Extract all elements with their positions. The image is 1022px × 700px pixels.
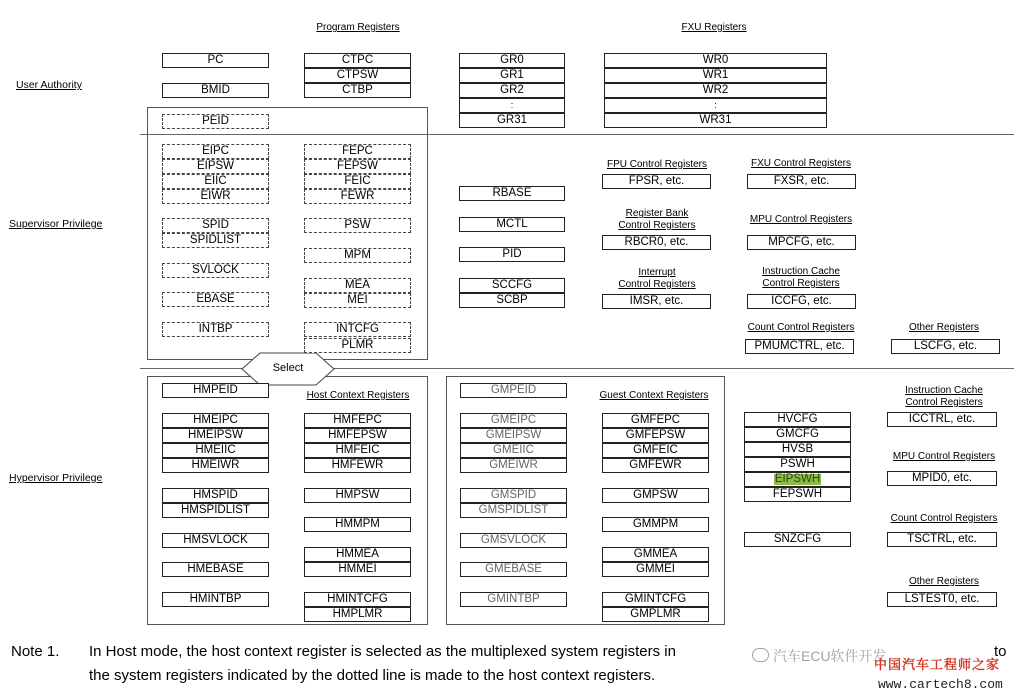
reg-mei: MEI xyxy=(304,293,411,308)
reg-gmsvlock: GMSVLOCK xyxy=(460,533,567,548)
reg-eipsw: EIPSW xyxy=(162,159,269,174)
reg-gmfepc: GMFEPC xyxy=(602,413,709,428)
reg-gmintbp: GMINTBP xyxy=(460,592,567,607)
title-host-context: Host Context Registers xyxy=(306,390,410,401)
reg-hmfepsw: HMFEPSW xyxy=(304,428,411,443)
title-icache-hv-l2: Control Registers xyxy=(905,397,983,408)
reg-hmspid: HMSPID xyxy=(162,488,269,503)
title-interrupt-l2: Control Registers xyxy=(618,279,696,290)
reg-snzcfg: SNZCFG xyxy=(744,532,851,547)
reg-gr1: GR1 xyxy=(459,68,565,83)
reg-gmeiwr: GMEIWR xyxy=(460,458,567,473)
note-line-1-tail: to xyxy=(994,643,1007,660)
title-program-registers: Program Registers xyxy=(316,22,400,33)
reg-gmcfg: GMCFG xyxy=(744,427,851,442)
reg-hmsvlock: HMSVLOCK xyxy=(162,533,269,548)
reg-eiwr: EIWR xyxy=(162,189,269,204)
reg-wr1: WR1 xyxy=(604,68,827,83)
select-label: Select xyxy=(272,362,304,374)
reg-hmmei: HMMEI xyxy=(304,562,411,577)
note-line-2: the system registers indicated by the dotted line is made to the host context registers. xyxy=(89,667,656,684)
reg-gmspid: GMSPID xyxy=(460,488,567,503)
reg-ctpsw: CTPSW xyxy=(304,68,411,83)
title-interrupt-l1: Interrupt xyxy=(638,267,676,278)
reg-hmeiwr: HMEIWR xyxy=(162,458,269,473)
divider-user-supervisor xyxy=(140,134,1014,135)
title-register-bank-l2: Control Registers xyxy=(618,220,696,231)
reg-fewr: FEWR xyxy=(304,189,411,204)
reg-gmfeic: GMFEIC xyxy=(602,443,709,458)
reg-tsctrl: TSCTRL, etc. xyxy=(887,532,997,547)
reg-gmeiic: GMEIIC xyxy=(460,443,567,458)
reg-wr2: WR2 xyxy=(604,83,827,98)
reg-ctbp: CTBP xyxy=(304,83,411,98)
region-hypervisor-privilege: Hypervisor Privilege xyxy=(9,472,103,484)
reg-fepsw: FEPSW xyxy=(304,159,411,174)
reg-mpid0: MPID0, etc. xyxy=(887,471,997,486)
reg-scbp: SCBP xyxy=(459,293,565,308)
reg-gmspidlist: GMSPIDLIST xyxy=(460,503,567,518)
title-icache-sv-l2: Control Registers xyxy=(762,278,840,289)
title-other-sv: Other Registers xyxy=(908,322,980,333)
reg-plmr: PLMR xyxy=(304,338,411,353)
watermark-url: www.cartech8.com xyxy=(878,677,1003,692)
reg-eipswh: EIPSWH xyxy=(744,472,851,487)
reg-imsr: IMSR, etc. xyxy=(602,294,711,309)
reg-svlock: SVLOCK xyxy=(162,263,269,278)
reg-hmeipsw: HMEIPSW xyxy=(162,428,269,443)
reg-hmpeid: HMPEID xyxy=(162,383,269,398)
reg-gr-ellipsis: : xyxy=(459,98,565,113)
reg-wr31: WR31 xyxy=(604,113,827,128)
title-guest-context: Guest Context Registers xyxy=(599,390,709,401)
reg-pid: PID xyxy=(459,247,565,262)
reg-gr0: GR0 xyxy=(459,53,565,68)
reg-intbp: INTBP xyxy=(162,322,269,337)
reg-psw: PSW xyxy=(304,218,411,233)
reg-lscfg: LSCFG, etc. xyxy=(891,339,1000,354)
reg-fxsr: FXSR, etc. xyxy=(747,174,856,189)
reg-gmfepsw: GMFEPSW xyxy=(602,428,709,443)
reg-hmintbp: HMINTBP xyxy=(162,592,269,607)
reg-gmmpm: GMMPM xyxy=(602,517,709,532)
watermark-cn: 中国汽车工程师之家 xyxy=(874,657,1001,672)
reg-pmumctrl: PMUMCTRL, etc. xyxy=(745,339,854,354)
reg-eipc: EIPC xyxy=(162,144,269,159)
reg-spidlist: SPIDLIST xyxy=(162,233,269,248)
reg-bmid: BMID xyxy=(162,83,269,98)
title-count-control-hv: Count Control Registers xyxy=(890,513,998,524)
reg-mctl: MCTL xyxy=(459,217,565,232)
reg-wr-ellipsis: : xyxy=(604,98,827,113)
reg-fpsr: FPSR, etc. xyxy=(602,174,711,189)
reg-gmfewr: GMFEWR xyxy=(602,458,709,473)
reg-intcfg: INTCFG xyxy=(304,322,411,337)
reg-hmpsw: HMPSW xyxy=(304,488,411,503)
reg-ebase: EBASE xyxy=(162,292,269,307)
reg-mpcfg: MPCFG, etc. xyxy=(747,235,856,250)
reg-hmebase: HMEBASE xyxy=(162,562,269,577)
reg-gmeipsw: GMEIPSW xyxy=(460,428,567,443)
title-fpu-control: FPU Control Registers xyxy=(606,159,708,170)
reg-gmpeid: GMPEID xyxy=(460,383,567,398)
reg-pswh: PSWH xyxy=(744,457,851,472)
reg-peid: PEID xyxy=(162,114,269,129)
watermark-wechat: 汽车ECU软件开发 xyxy=(752,646,887,666)
reg-gmplmr: GMPLMR xyxy=(602,607,709,622)
note-line-1: In Host mode, the host context register is selected as the multiplexed system registers in xyxy=(89,643,676,660)
reg-hmmea: HMMEA xyxy=(304,547,411,562)
region-user-authority: User Authority xyxy=(16,79,82,91)
reg-gr31: GR31 xyxy=(459,113,565,128)
reg-wr0: WR0 xyxy=(604,53,827,68)
reg-hmmpm: HMMPM xyxy=(304,517,411,532)
reg-eiic: EIIC xyxy=(162,174,269,189)
reg-hmfewr: HMFEWR xyxy=(304,458,411,473)
reg-hmeipc: HMEIPC xyxy=(162,413,269,428)
reg-hmspidlist: HMSPIDLIST xyxy=(162,503,269,518)
reg-icctrl: ICCTRL, etc. xyxy=(887,412,997,427)
title-mpu-control-hv: MPU Control Registers xyxy=(892,451,996,462)
reg-spid: SPID xyxy=(162,218,269,233)
title-icache-sv-l1: Instruction Cache xyxy=(762,266,840,277)
reg-feic: FEIC xyxy=(304,174,411,189)
reg-ctpc: CTPC xyxy=(304,53,411,68)
title-fxu-registers: FXU Registers xyxy=(681,22,747,33)
title-icache-hv-l1: Instruction Cache xyxy=(905,385,983,396)
reg-fepswh: FEPSWH xyxy=(744,487,851,502)
title-other-hv: Other Registers xyxy=(908,576,980,587)
reg-hmeiic: HMEIIC xyxy=(162,443,269,458)
reg-gmebase: GMEBASE xyxy=(460,562,567,577)
reg-gr2: GR2 xyxy=(459,83,565,98)
title-fxu-control: FXU Control Registers xyxy=(750,158,852,169)
reg-gmeipc: GMEIPC xyxy=(460,413,567,428)
reg-hmplmr: HMPLMR xyxy=(304,607,411,622)
reg-lstest0: LSTEST0, etc. xyxy=(887,592,997,607)
title-mpu-control-sv: MPU Control Registers xyxy=(749,214,853,225)
reg-fepc: FEPC xyxy=(304,144,411,159)
reg-gmintcfg: GMINTCFG xyxy=(602,592,709,607)
wechat-icon xyxy=(752,648,769,662)
reg-rbcr0: RBCR0, etc. xyxy=(602,235,711,250)
title-register-bank-l1: Register Bank xyxy=(625,208,689,219)
reg-hmintcfg: HMINTCFG xyxy=(304,592,411,607)
reg-gmpsw: GMPSW xyxy=(602,488,709,503)
reg-mea: MEA xyxy=(304,278,411,293)
note-label: Note 1. xyxy=(11,643,60,660)
reg-hmfepc: HMFEPC xyxy=(304,413,411,428)
reg-hvcfg: HVCFG xyxy=(744,412,851,427)
reg-hmfeic: HMFEIC xyxy=(304,443,411,458)
region-supervisor-privilege: Supervisor Privilege xyxy=(9,218,103,230)
reg-gmmea: GMMEA xyxy=(602,547,709,562)
reg-rbase: RBASE xyxy=(459,186,565,201)
reg-hvsb: HVSB xyxy=(744,442,851,457)
reg-gmmei: GMMEI xyxy=(602,562,709,577)
title-count-control-sv: Count Control Registers xyxy=(747,322,855,333)
reg-mpm: MPM xyxy=(304,248,411,263)
reg-iccfg: ICCFG, etc. xyxy=(747,294,856,309)
reg-pc: PC xyxy=(162,53,269,68)
reg-sccfg: SCCFG xyxy=(459,278,565,293)
